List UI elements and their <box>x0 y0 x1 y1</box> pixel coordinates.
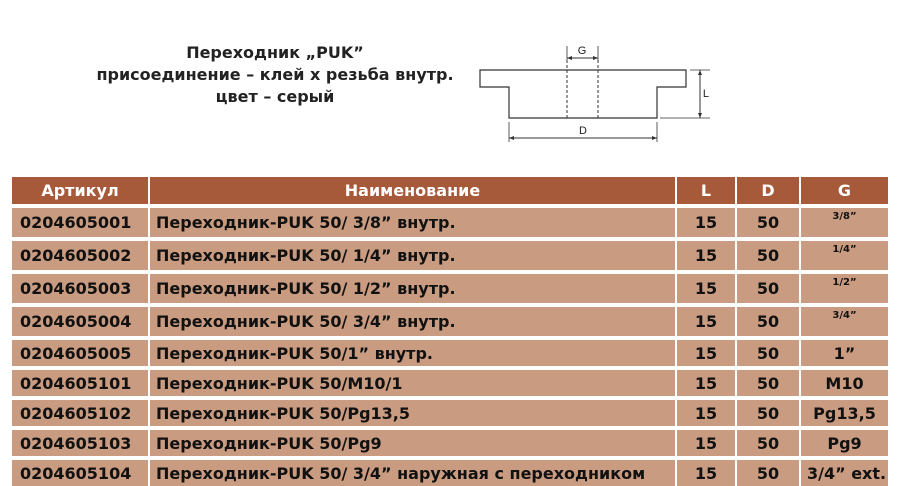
cell-article: 0204605102 <box>12 398 149 428</box>
cell-l: 15 <box>676 206 736 239</box>
cell-d: 50 <box>736 338 800 368</box>
cell-l: 15 <box>676 239 736 272</box>
dim-label-d: D <box>579 125 587 137</box>
cell-d: 50 <box>736 398 800 428</box>
dim-label-l: L <box>702 88 709 100</box>
cell-g: 1/2” <box>800 272 888 305</box>
col-header-l: L <box>676 177 736 206</box>
cell-name: Переходник-PUK 50/1” внутр. <box>149 338 676 368</box>
col-header-d: D <box>736 177 800 206</box>
cell-article: 0204605101 <box>12 368 149 398</box>
cell-g: 3/4” ext. <box>800 458 888 486</box>
cell-d: 50 <box>736 272 800 305</box>
table-row <box>12 206 888 239</box>
connection-type: присоединение – клей х резьба внутр. <box>96 65 454 84</box>
cell-name: Переходник-PUK 50/ 3/4” наружная с переходником <box>149 458 676 486</box>
cell-article: 0204605103 <box>12 428 149 458</box>
col-header-article: Артикул <box>12 177 149 206</box>
cell-d: 50 <box>736 206 800 239</box>
product-title: Переходник „PUK” <box>186 43 364 62</box>
table-row <box>12 368 888 398</box>
cell-name: Переходник-PUK 50/ 1/4” внутр. <box>149 239 676 272</box>
cell-g: Pg13,5 <box>800 398 888 428</box>
table-row <box>12 272 888 305</box>
cell-d: 50 <box>736 368 800 398</box>
cell-name: Переходник-PUK 50/Pg9 <box>149 428 676 458</box>
cell-l: 15 <box>676 458 736 486</box>
cell-d: 50 <box>736 428 800 458</box>
table-row <box>12 239 888 272</box>
cell-g: 1/4” <box>800 239 888 272</box>
table-row <box>12 338 888 368</box>
cell-g: 3/4” <box>800 305 888 338</box>
cell-article: 0204605104 <box>12 458 149 486</box>
cell-article: 0204605001 <box>12 206 149 239</box>
cell-g: M10 <box>800 368 888 398</box>
col-header-g: G <box>800 177 888 206</box>
cell-l: 15 <box>676 338 736 368</box>
cell-g: Pg9 <box>800 428 888 458</box>
table-row <box>12 305 888 338</box>
cell-name: Переходник-PUK 50/M10/1 <box>149 368 676 398</box>
table-row <box>12 458 888 486</box>
cell-g: 1” <box>800 338 888 368</box>
cell-l: 15 <box>676 368 736 398</box>
adapter-profile <box>480 70 686 118</box>
cell-d: 50 <box>736 239 800 272</box>
cell-g: 3/8” <box>800 206 888 239</box>
product-table <box>12 177 888 486</box>
cell-article: 0204605004 <box>12 305 149 338</box>
cell-article: 0204605005 <box>12 338 149 368</box>
cell-l: 15 <box>676 428 736 458</box>
col-header-name: Наименование <box>149 177 676 206</box>
cell-name: Переходник-PUK 50/ 3/4” внутр. <box>149 305 676 338</box>
cell-l: 15 <box>676 305 736 338</box>
color-info: цвет – серый <box>215 87 335 106</box>
table-header-row <box>12 177 888 206</box>
cell-name: Переходник-PUK 50/ 3/8” внутр. <box>149 206 676 239</box>
table-row <box>12 398 888 428</box>
cell-d: 50 <box>736 458 800 486</box>
product-title-block <box>60 42 490 108</box>
dim-label-g: G <box>577 45 587 57</box>
cell-name: Переходник-PUK 50/Pg13,5 <box>149 398 676 428</box>
cell-d: 50 <box>736 305 800 338</box>
adapter-drawing <box>470 40 710 150</box>
cell-name: Переходник-PUK 50/ 1/2” внутр. <box>149 272 676 305</box>
cell-article: 0204605002 <box>12 239 149 272</box>
cell-l: 15 <box>676 272 736 305</box>
table-row <box>12 428 888 458</box>
cell-l: 15 <box>676 398 736 428</box>
cell-article: 0204605003 <box>12 272 149 305</box>
